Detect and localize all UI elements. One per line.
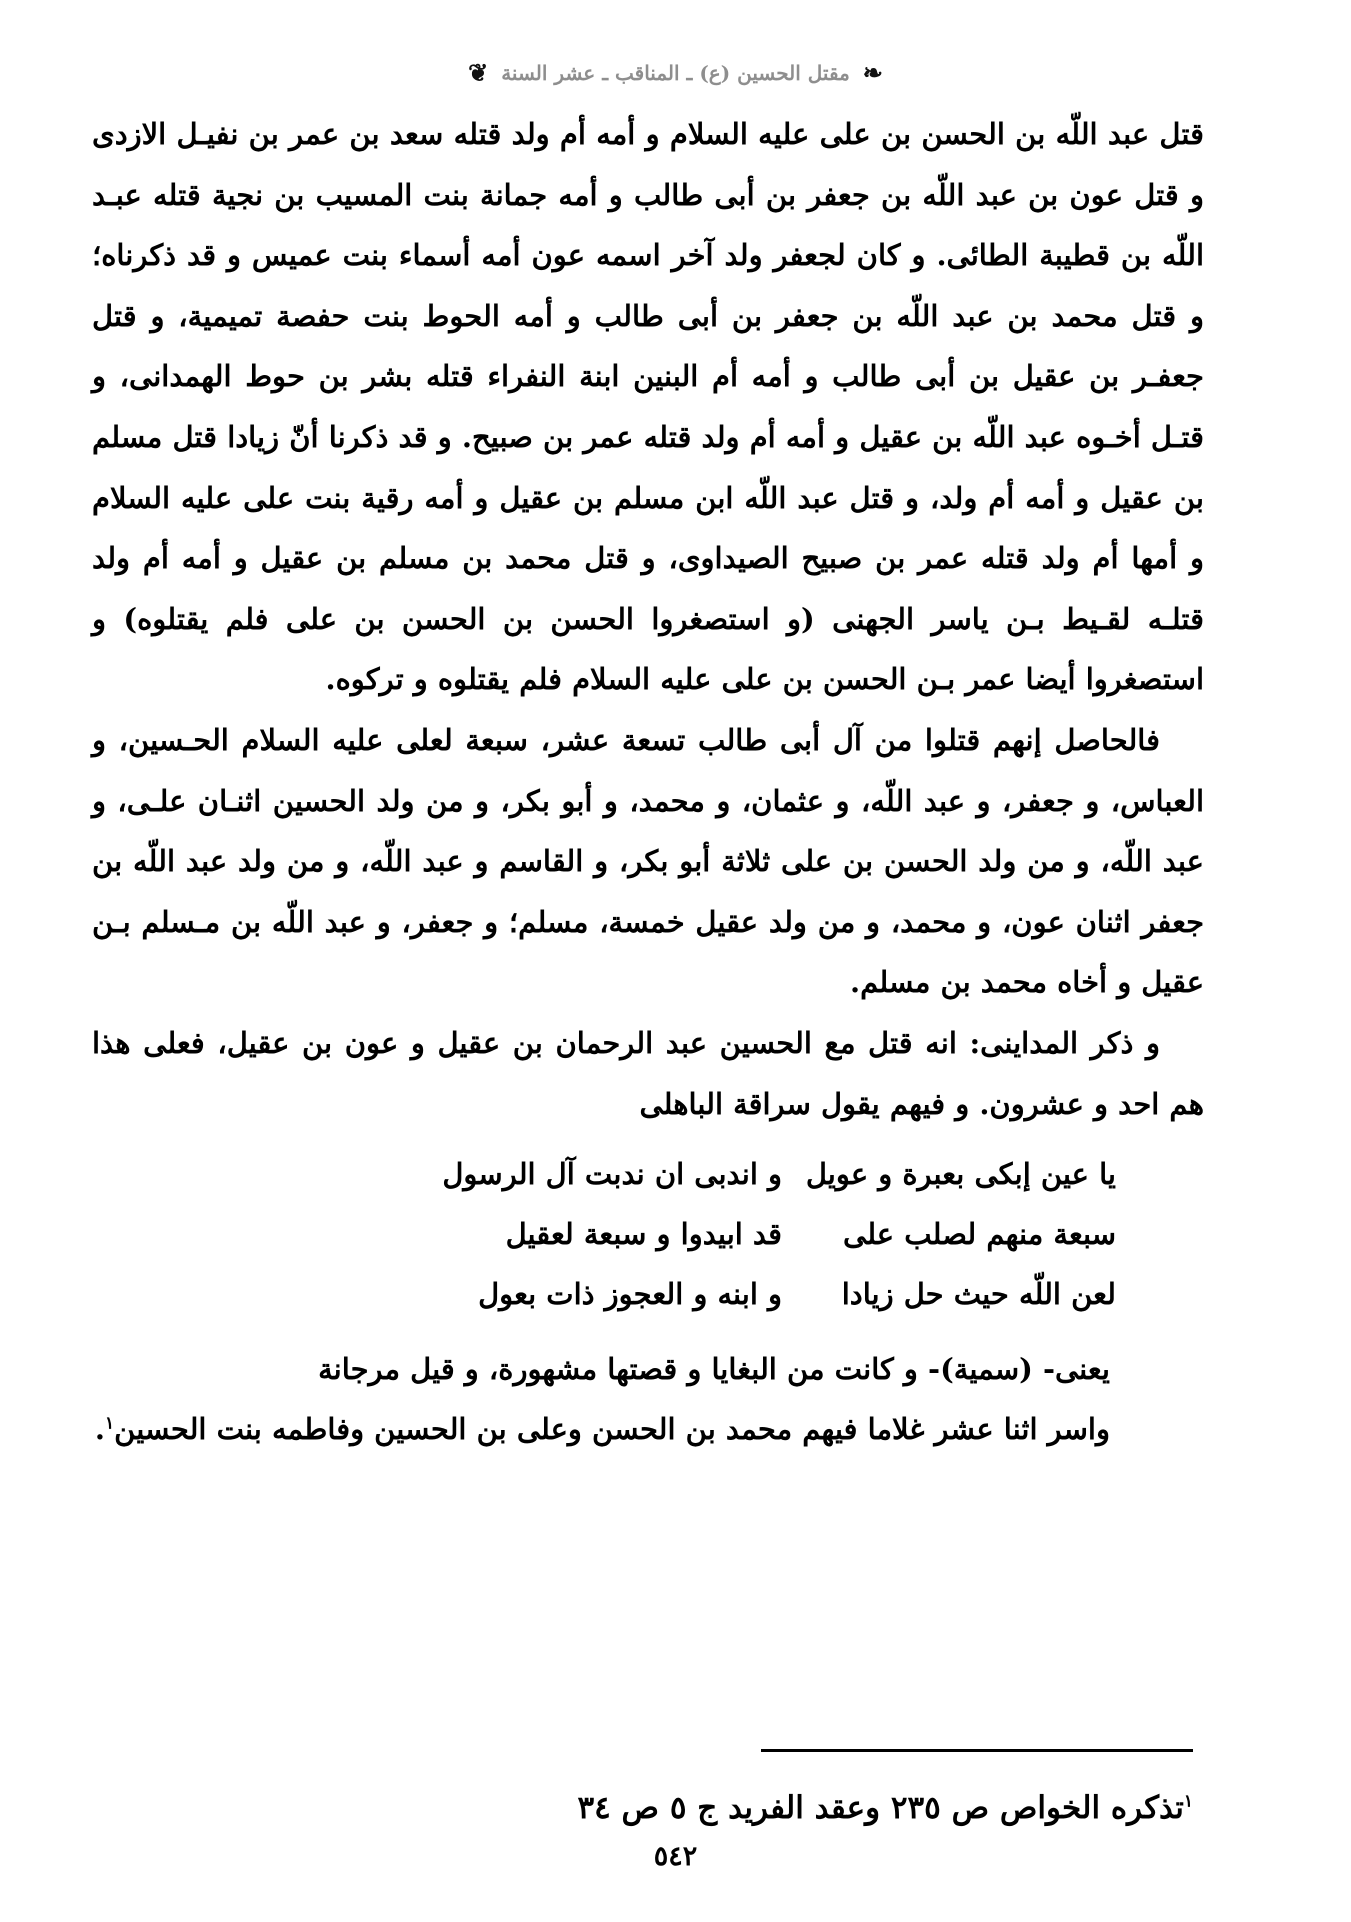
body-text [92, 104, 1204, 1134]
paragraph: قتل عبد اللّه بن الحسن بن على عليه السلام و أمه أم ولد قتله سعد بن عمر بن نفيـل الازدى و قتل عون بن عبد اللّه بن جعفر بن أبى طالب و أمه جمانة بنت المسيب بن نجية قتله عبـد اللّه بن قطيبة الطائى. و كان لجعفر ولد آخر اسمه عون أمه أسماء بنت عميس و قد ذكرناه؛ و قتل محمد بن عبد اللّه بن جعفر بن أبى طالب و أمه الحوط بنت حفصة تميمية، و قتل جعفـر بن عقيل بن أبى طالب و أمه أم البنين ابنة النفراء قتله بشر بن حوط الهمدانى، و قتـل أخـوه عبد اللّه بن عقيل و أمه أم ولد قتله عمر بن صبيح. و قد ذكرنا أنّ زيادا قتل مسلم بن عقيل و أمه أم ولد، و قتل عبد اللّه ابن مسلم بن عقيل و أمه رقية بنت على عليه السلام و أمها أم ولد قتله عمر بن صبيح الصيداوى، و قتل محمد بن مسلم بن عقيل و أمه أم ولد قتلـه لقـيط بـن ياسر الجهنى (و استصغروا الحسن بن الحسن بن على فلم يقتلوه) و استصغروا أيضا عمر بـن الحسن بن على عليه السلام فلم يقتلوه و تركوه. [92, 117, 1204, 697]
verse-second-hemistich: قد ابيدوا و سبعة لعقيل [505, 1217, 782, 1251]
poem [300, 1157, 1116, 1337]
paragraph: فالحاصل إنهم قتلوا من آل أبى طالب تسعة عشر، سبعة لعلى عليه السلام الحـسين، و العباس، و جعفر، و عبد اللّه، و عثمان، و محمد، و أبو بكر، و من ولد الحسين اثنـان علـى، و عبد اللّه، و من ولد الحسن بن على ثلاثة أبو بكر، و القاسم و عبد اللّه، و من ولد عبد اللّه بن جعفر اثنان عون، و محمد، و من ولد عقيل خمسة، مسلم؛ و جعفر، و عبد اللّه بن مـسلم بـن عقيل و أخاه محمد بن مسلم. [92, 722, 1204, 1000]
paragraph: و ذكر المداينى: انه قتل مع الحسين عبد الرحمان بن عقيل و عون بن عقيل، فعلى هذا هم احد و عشرون. و فيهم يقول سراقة الباهلى [92, 1025, 1204, 1121]
header-title: مقتل الحسين (ع) ـ المناقب ـ عشر السنة [501, 60, 850, 85]
period: . [94, 1412, 106, 1446]
verse-first-hemistich: يا عين إبكى بعبرة و عويل [805, 1157, 1116, 1191]
footnote-separator [761, 1749, 1193, 1752]
running-header [0, 58, 1351, 87]
paragraph-with-footnote [92, 1399, 1204, 1459]
verse-first-hemistich: لعن اللّه حيث حل زيادا [841, 1277, 1116, 1311]
ornament-right-icon: ❧ [862, 58, 883, 87]
footnote-marker: ١ [1183, 1791, 1193, 1812]
verse-second-hemistich: و اندبى ان ندبت آل الرسول [442, 1157, 782, 1191]
poem-verse [300, 1277, 1116, 1337]
paragraph-text: واسر اثنا عشر غلاما فيهم محمد بن الحسن وعلى بن الحسين وفاطمه بنت الحسين [114, 1412, 1110, 1446]
page-number: ٥٤٢ [653, 1841, 698, 1872]
poem-verse [300, 1217, 1116, 1277]
paragraph: يعنى- (سمية)- و كانت من البغايا و قصتها مشهورة، و قيل مرجانة [318, 1352, 1110, 1386]
footnote-reference[interactable]: ١ [105, 1413, 115, 1434]
footnote-text: تذكره الخواص ص ٢٣٥ وعقد الفريد ج ٥ ص ٣٤ [577, 1790, 1184, 1826]
poem-verse [300, 1157, 1116, 1217]
verse-second-hemistich: و ابنه و العجوز ذات بعول [478, 1277, 782, 1311]
verse-first-hemistich: سبعة منهم لصلب على [843, 1217, 1116, 1251]
ornament-left-icon: ❦ [468, 58, 489, 87]
after-poem-text [92, 1339, 1204, 1459]
footnote [577, 1790, 1193, 1826]
